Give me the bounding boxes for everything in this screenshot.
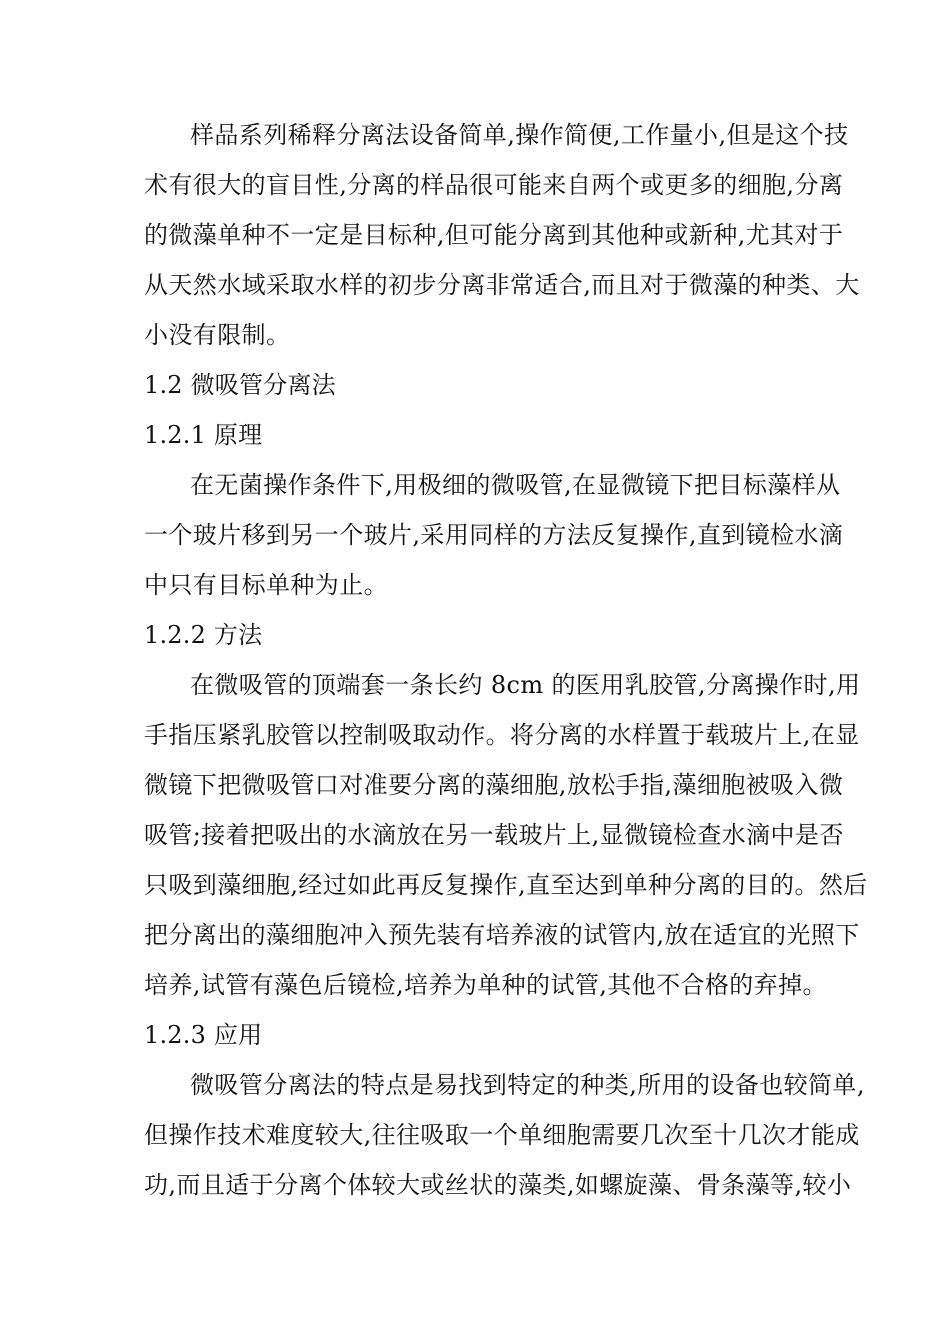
paragraph-3-line-1: 在微吸管的顶端套一条长约 8cm 的医用乳胶管,分离操作时,用	[190, 671, 861, 699]
paragraph-2-line-1: 在无菌操作条件下,用极细的微吸管,在显微镜下把目标藻样从	[190, 471, 841, 499]
paragraph-1-line-1: 样品系列稀释分离法设备简单,操作简便,工作量小,但是这个技	[190, 121, 849, 149]
paragraph-1-line-5: 小没有限制。	[144, 321, 291, 349]
paragraph-3-line-5: 只吸到藻细胞,经过如此再反复操作,直至达到单种分离的目的。然后	[144, 871, 868, 899]
paragraph-3-line-7: 培养,试管有藻色后镜检,培养为单种的试管,其他不合格的弃掉。	[144, 971, 827, 999]
paragraph-3-line-4: 吸管;接着把吸出的水滴放在另一载玻片上,显微镜检查水滴中是否	[144, 821, 844, 849]
paragraph-3-line-6: 把分离出的藻细胞冲入预先装有培养液的试管内,放在适宜的光照下	[144, 921, 860, 949]
paragraph-3-line-3: 微镜下把微吸管口对准要分离的藻细胞,放松手指,藻细胞被吸入微	[144, 771, 844, 799]
paragraph-4-line-1: 微吸管分离法的特点是易找到特定的种类,所用的设备也较简单,	[190, 1071, 865, 1099]
section-heading-1-2-2: 1.2.2 方法	[144, 621, 263, 649]
paragraph-2-line-3: 中只有目标单种为止。	[144, 571, 388, 599]
paragraph-3-line-2: 手指压紧乳胶管以控制吸取动作。将分离的水样置于载玻片上,在显	[144, 721, 860, 749]
section-heading-1-2: 1.2 微吸管分离法	[144, 371, 336, 399]
paragraph-1-line-2: 术有很大的盲目性,分离的样品很可能来自两个或更多的细胞,分离	[144, 171, 844, 199]
paragraph-1-line-4: 从天然水域采取水样的初步分离非常适合,而且对于微藻的种类、大	[144, 271, 860, 299]
section-heading-1-2-3: 1.2.3 应用	[144, 1021, 263, 1049]
section-heading-1-2-1: 1.2.1 原理	[144, 421, 263, 449]
paragraph-4-line-2: 但操作技术难度较大,往往吸取一个单细胞需要几次至十几次才能成	[144, 1121, 860, 1149]
paragraph-1-line-3: 的微藻单种不一定是目标种,但可能分离到其他种或新种,尤其对于	[144, 221, 844, 249]
paragraph-2-line-2: 一个玻片移到另一个玻片,采用同样的方法反复操作,直到镜检水滴	[144, 521, 844, 549]
paragraph-4-line-3: 功,而且适于分离个体较大或丝状的藻类,如螺旋藻、骨条藻等,较小	[144, 1171, 852, 1199]
